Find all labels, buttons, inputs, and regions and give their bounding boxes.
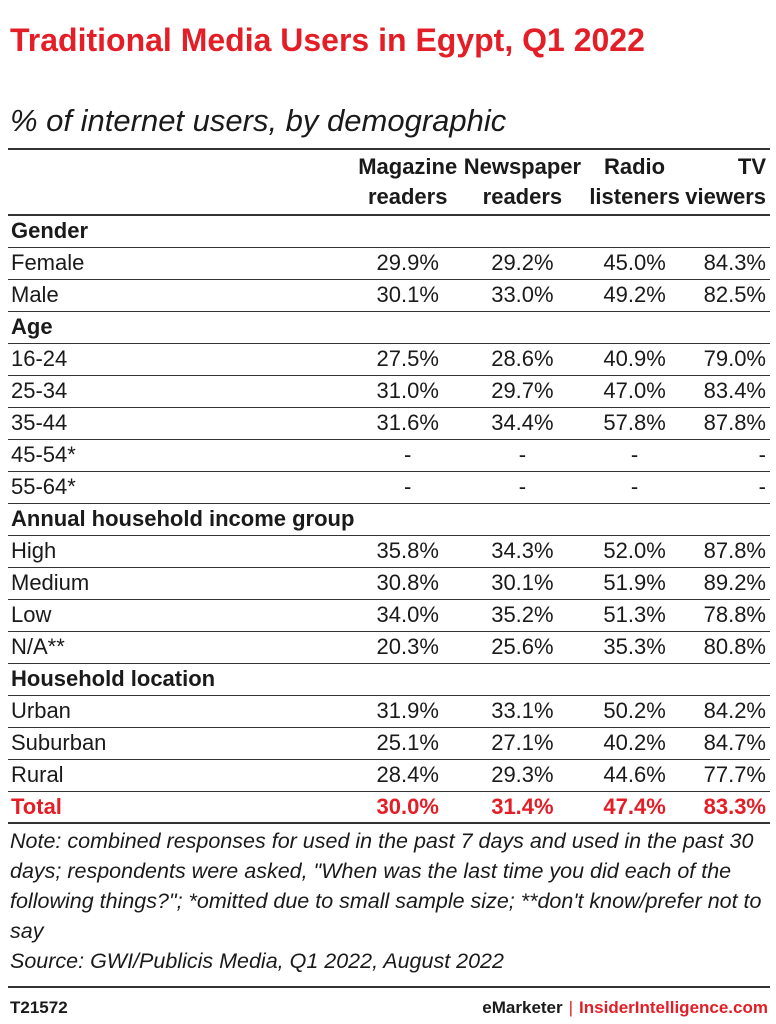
cell-value: 40.2% (584, 727, 685, 759)
cell-value: 47.0% (584, 375, 685, 407)
chart-note (10, 826, 770, 976)
cell-value: 89.2% (685, 567, 770, 599)
cell-value: 80.8% (685, 631, 770, 663)
table-row-male (8, 279, 770, 311)
section-label: Household location (8, 663, 354, 695)
cell-value: 34.4% (461, 407, 584, 439)
table-row-35-44 (8, 407, 770, 439)
row-label: 35-44 (8, 407, 354, 439)
total-value: 31.4% (461, 791, 584, 823)
cell-value: - (584, 471, 685, 503)
cell-value (685, 503, 770, 535)
cell-value: 35.3% (584, 631, 685, 663)
cell-value: 79.0% (685, 343, 770, 375)
section-label: Annual household income group (8, 503, 354, 535)
cell-value: 28.4% (354, 759, 461, 791)
section-row-household-location (8, 663, 770, 695)
column-header-newspaper: Newspaper readers (461, 149, 584, 215)
cell-value: - (354, 471, 461, 503)
row-label: Low (8, 599, 354, 631)
row-label: 16-24 (8, 343, 354, 375)
total-value: 83.3% (685, 791, 770, 823)
total-value: 47.4% (584, 791, 685, 823)
table-row-medium (8, 567, 770, 599)
cell-value: - (685, 439, 770, 471)
cell-value: 27.5% (354, 343, 461, 375)
section-label: Gender (8, 215, 354, 247)
column-header-radio: Radio listeners (584, 149, 685, 215)
cell-value: 35.8% (354, 535, 461, 567)
cell-value: 51.3% (584, 599, 685, 631)
cell-value: - (584, 439, 685, 471)
cell-value: 31.6% (354, 407, 461, 439)
cell-value: 77.7% (685, 759, 770, 791)
cell-value (685, 663, 770, 695)
table-row-female (8, 247, 770, 279)
total-label: Total (8, 791, 354, 823)
table-row-rural (8, 759, 770, 791)
footer-separator: | (568, 998, 574, 1017)
emarketer-logo-text: eMarketer (482, 998, 563, 1017)
row-label: Rural (8, 759, 354, 791)
cell-value: 29.2% (461, 247, 584, 279)
table-row-25-34 (8, 375, 770, 407)
table-row-high (8, 535, 770, 567)
note-text: Note: combined responses for used in the past 7 days and used in the past 30 days; respondents were asked, "When was the last time you did each of the following things?"; *omitted due to small sample size; **don't know/prefer not to say (10, 829, 762, 943)
cell-value: 35.2% (461, 599, 584, 631)
table-row-low (8, 599, 770, 631)
cell-value: 31.0% (354, 375, 461, 407)
cell-value: 84.3% (685, 247, 770, 279)
section-row-annual-household-income-group (8, 503, 770, 535)
cell-value: 52.0% (584, 535, 685, 567)
cell-value: 30.8% (354, 567, 461, 599)
cell-value (685, 215, 770, 247)
cell-value (354, 215, 461, 247)
cell-value: 34.3% (461, 535, 584, 567)
cell-value: 33.0% (461, 279, 584, 311)
table-row-55-64 (8, 471, 770, 503)
column-header-label (8, 149, 354, 215)
cell-value: 87.8% (685, 407, 770, 439)
cell-value: 30.1% (354, 279, 461, 311)
cell-value: 49.2% (584, 279, 685, 311)
section-row-age (8, 311, 770, 343)
cell-value: - (685, 471, 770, 503)
chart-title: Traditional Media Users in Egypt, Q1 2022 (10, 22, 645, 58)
cell-value (584, 215, 685, 247)
cell-value (354, 503, 461, 535)
table-header-row (8, 149, 770, 215)
chart-code: T21572 (10, 998, 68, 1017)
cell-value (461, 215, 584, 247)
cell-value: - (461, 471, 584, 503)
total-value: 30.0% (354, 791, 461, 823)
chart-subtitle: % of internet users, by demographic (10, 103, 507, 138)
cell-value: 31.9% (354, 695, 461, 727)
row-label: Suburban (8, 727, 354, 759)
cell-value: 34.0% (354, 599, 461, 631)
source-text: Source: GWI/Publicis Media, Q1 2022, August 2022 (10, 949, 504, 973)
cell-value: 40.9% (584, 343, 685, 375)
footer-divider (8, 986, 770, 988)
cell-value (354, 663, 461, 695)
cell-value: 84.2% (685, 695, 770, 727)
row-label: Urban (8, 695, 354, 727)
insider-intelligence-link[interactable]: InsiderIntelligence.com (579, 998, 768, 1017)
cell-value: 50.2% (584, 695, 685, 727)
cell-value: 82.5% (685, 279, 770, 311)
footer (8, 998, 770, 1022)
row-label: 45-54* (8, 439, 354, 471)
row-label: Female (8, 247, 354, 279)
cell-value: 51.9% (584, 567, 685, 599)
row-label: High (8, 535, 354, 567)
cell-value: - (354, 439, 461, 471)
cell-value: 84.7% (685, 727, 770, 759)
table-row-n-a (8, 631, 770, 663)
cell-value (461, 503, 584, 535)
column-header-tv: TV viewers (685, 149, 770, 215)
cell-value: 29.3% (461, 759, 584, 791)
row-label: Medium (8, 567, 354, 599)
cell-value: 27.1% (461, 727, 584, 759)
cell-value: 87.8% (685, 535, 770, 567)
table-row-urban (8, 695, 770, 727)
cell-value: 30.1% (461, 567, 584, 599)
cell-value (584, 663, 685, 695)
row-label: Male (8, 279, 354, 311)
cell-value (685, 311, 770, 343)
cell-value: 28.6% (461, 343, 584, 375)
table-row-45-54 (8, 439, 770, 471)
table-row-16-24 (8, 343, 770, 375)
cell-value: 25.6% (461, 631, 584, 663)
cell-value (461, 663, 584, 695)
table-body (8, 215, 770, 823)
table-row-suburban (8, 727, 770, 759)
cell-value: 29.7% (461, 375, 584, 407)
cell-value (584, 311, 685, 343)
cell-value: 25.1% (354, 727, 461, 759)
footer-brand (482, 998, 768, 1018)
cell-value: - (461, 439, 584, 471)
column-header-magazine: Magazine readers (354, 149, 461, 215)
row-label: N/A** (8, 631, 354, 663)
section-label: Age (8, 311, 354, 343)
row-label: 25-34 (8, 375, 354, 407)
data-table (8, 148, 770, 824)
cell-value (354, 311, 461, 343)
cell-value: 83.4% (685, 375, 770, 407)
cell-value: 45.0% (584, 247, 685, 279)
cell-value: 44.6% (584, 759, 685, 791)
cell-value: 78.8% (685, 599, 770, 631)
cell-value: 33.1% (461, 695, 584, 727)
cell-value (461, 311, 584, 343)
cell-value: 57.8% (584, 407, 685, 439)
total-row (8, 791, 770, 823)
cell-value: 20.3% (354, 631, 461, 663)
cell-value: 29.9% (354, 247, 461, 279)
row-label: 55-64* (8, 471, 354, 503)
cell-value (584, 503, 685, 535)
section-row-gender (8, 215, 770, 247)
